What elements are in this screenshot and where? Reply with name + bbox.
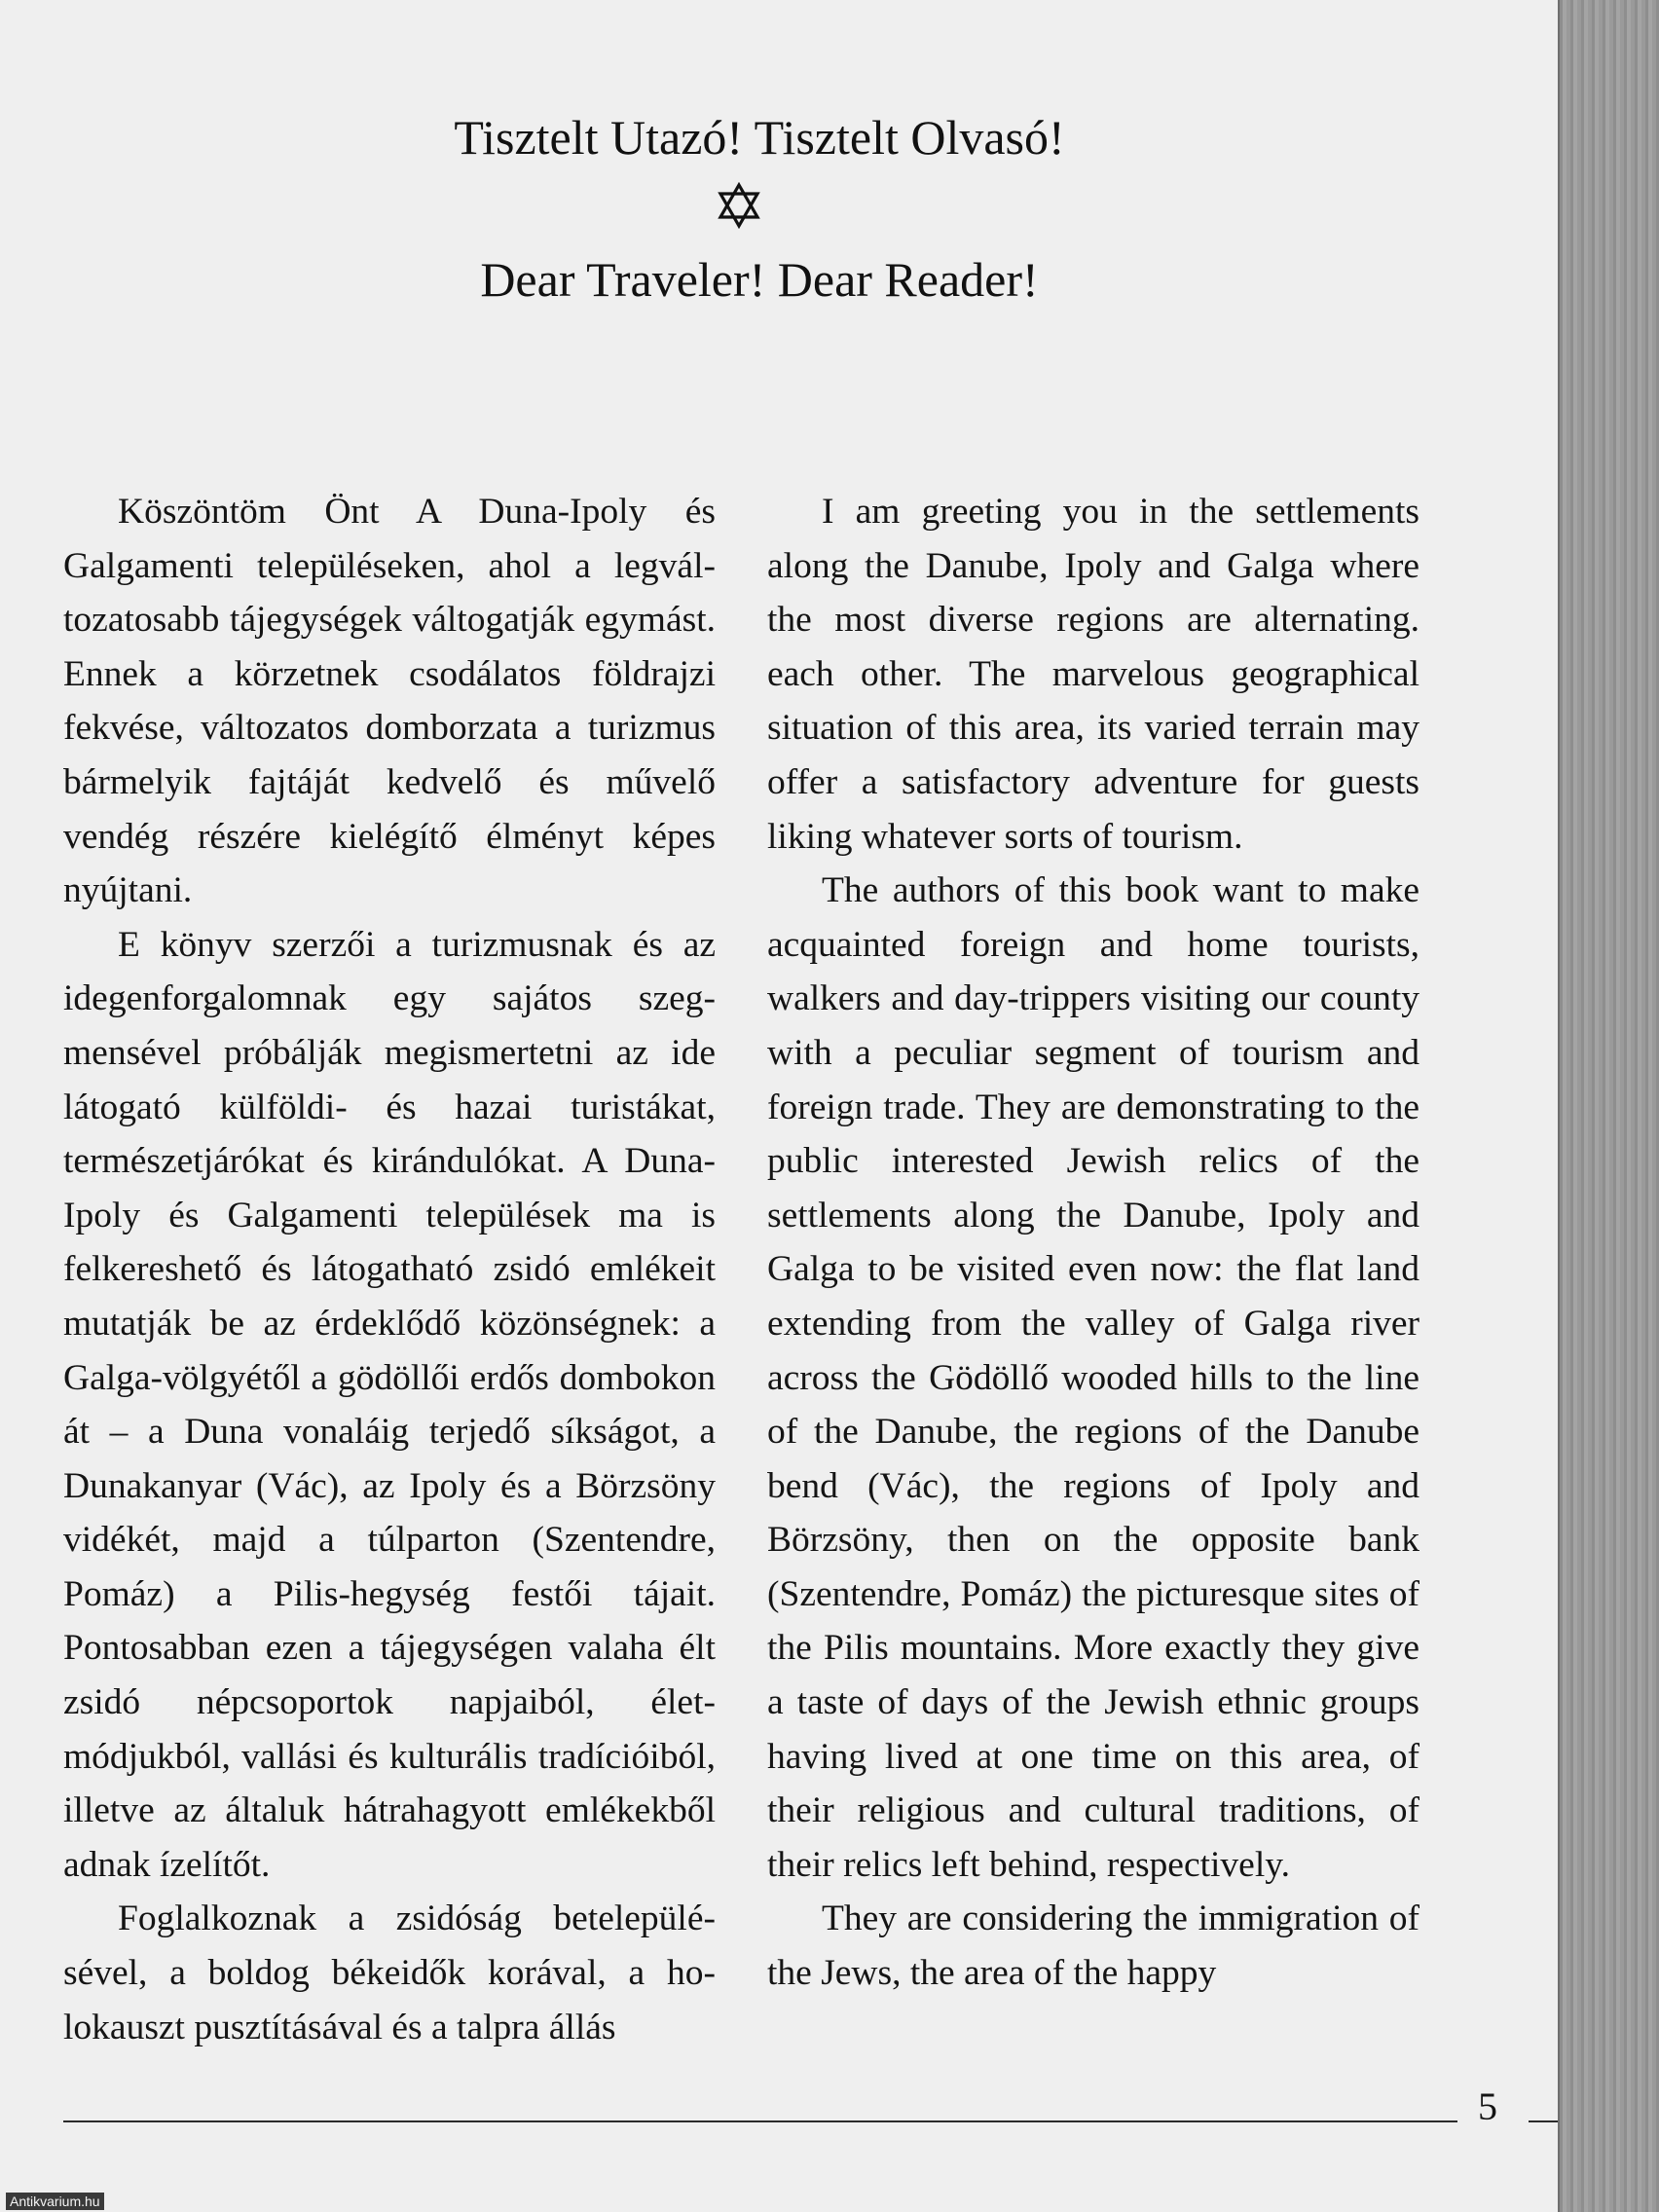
hungarian-heading: Tisztelt Utazó! Tisztelt Olvasó!	[454, 110, 1065, 165]
watermark: Antikvarium.hu	[6, 2193, 104, 2210]
footer-rule-tail	[1529, 2120, 1558, 2122]
page-number: 5	[1478, 2084, 1497, 2128]
english-heading: Dear Traveler! Dear Reader!	[480, 252, 1039, 307]
hungarian-column	[63, 485, 716, 2054]
english-paragraph-3: They are considering the immigration of the Jews, the area of the happy	[767, 1899, 1419, 1994]
star-of-david-icon	[716, 182, 762, 229]
english-paragraph-2: The authors of this book want to make acquainted foreign and home tourists, walkers and day-trippers visiting our county with a peculiar segment of tourism and foreign trade. They are demonstrating to the public interested Jewish relics of the settlements along the Danube, Ipoly and Galga to be visited even now: the flat land extending from the valley of Galga river across the Gödöllő wooded hills to the line of the Danube, the regions of the Danube bend (Vác), the regions of Ipoly and Börzsöny, then on the opposite bank (Szentendre, Pomáz) the picturesque sites of the Pilis mountains. More exactly they give a taste of days of the Jewish ethnic groups having lived at one time on this area, of their religious and cultural traditions, of their relics left behind, respectively.	[767, 870, 1419, 1885]
english-paragraph-1: I am greeting you in the settlements along the Danube, Ipoly and Galga where the most diverse regions are alternating. each other. The marvelous geographical situation of this area, its varied terrain may offer a satisfactory adventure for guests liking whatever sorts of tourism.	[767, 492, 1419, 857]
footer-rule	[63, 2120, 1457, 2122]
hungarian-paragraph-2: E könyv szerzői a turizmusnak és az idegenforgalomnak egy sajátos szegmensével próbálják megismertetni az ide látogató külföldi- és hazai turistákat, természetjárókat és kirándulókat. A Duna-Ipoly és Galgamenti települések ma is felkereshető és látogatható zsidó emlékeit mutatják be az érdeklődő közönségnek: a Galga-völgyétől a gödöllői erdős dombokon át – a Duna vonaláig terjedő síkságot, a Dunakanyar (Vác), az Ipoly és a Börzsöny vidékét, majd a túlparton (Szentendre, Pomáz) a Pilis-hegység festői tájait. Pontosabban ezen a tájegységen valaha élt zsidó népcsoportok napjaiból, életmódjukból, vallási és kulturális tradícióiból, illetve az általuk hátrahagyott emlékekből adnak ízelítőt.	[63, 924, 716, 1885]
hungarian-paragraph-1: Köszöntöm Önt A Duna-Ipoly és Galgamenti településeken, ahol a legváltozatosabb tájegységek váltogatják egymást. Ennek a körzetnek csodálatos földrajzi fekvése, változatos domborzata a turizmus bármelyik fajtáját kedvelő és művelő vendég részére kielégítő élményt képes nyújtani.	[63, 492, 716, 911]
english-column	[767, 485, 1419, 2001]
hungarian-paragraph-3: Foglalkoznak a zsidóság betelepülésével, a boldog békeidők korával, a holokauszt pusztításával és a talpra állás	[63, 1899, 716, 2047]
page-stack-edge	[1558, 0, 1659, 2212]
